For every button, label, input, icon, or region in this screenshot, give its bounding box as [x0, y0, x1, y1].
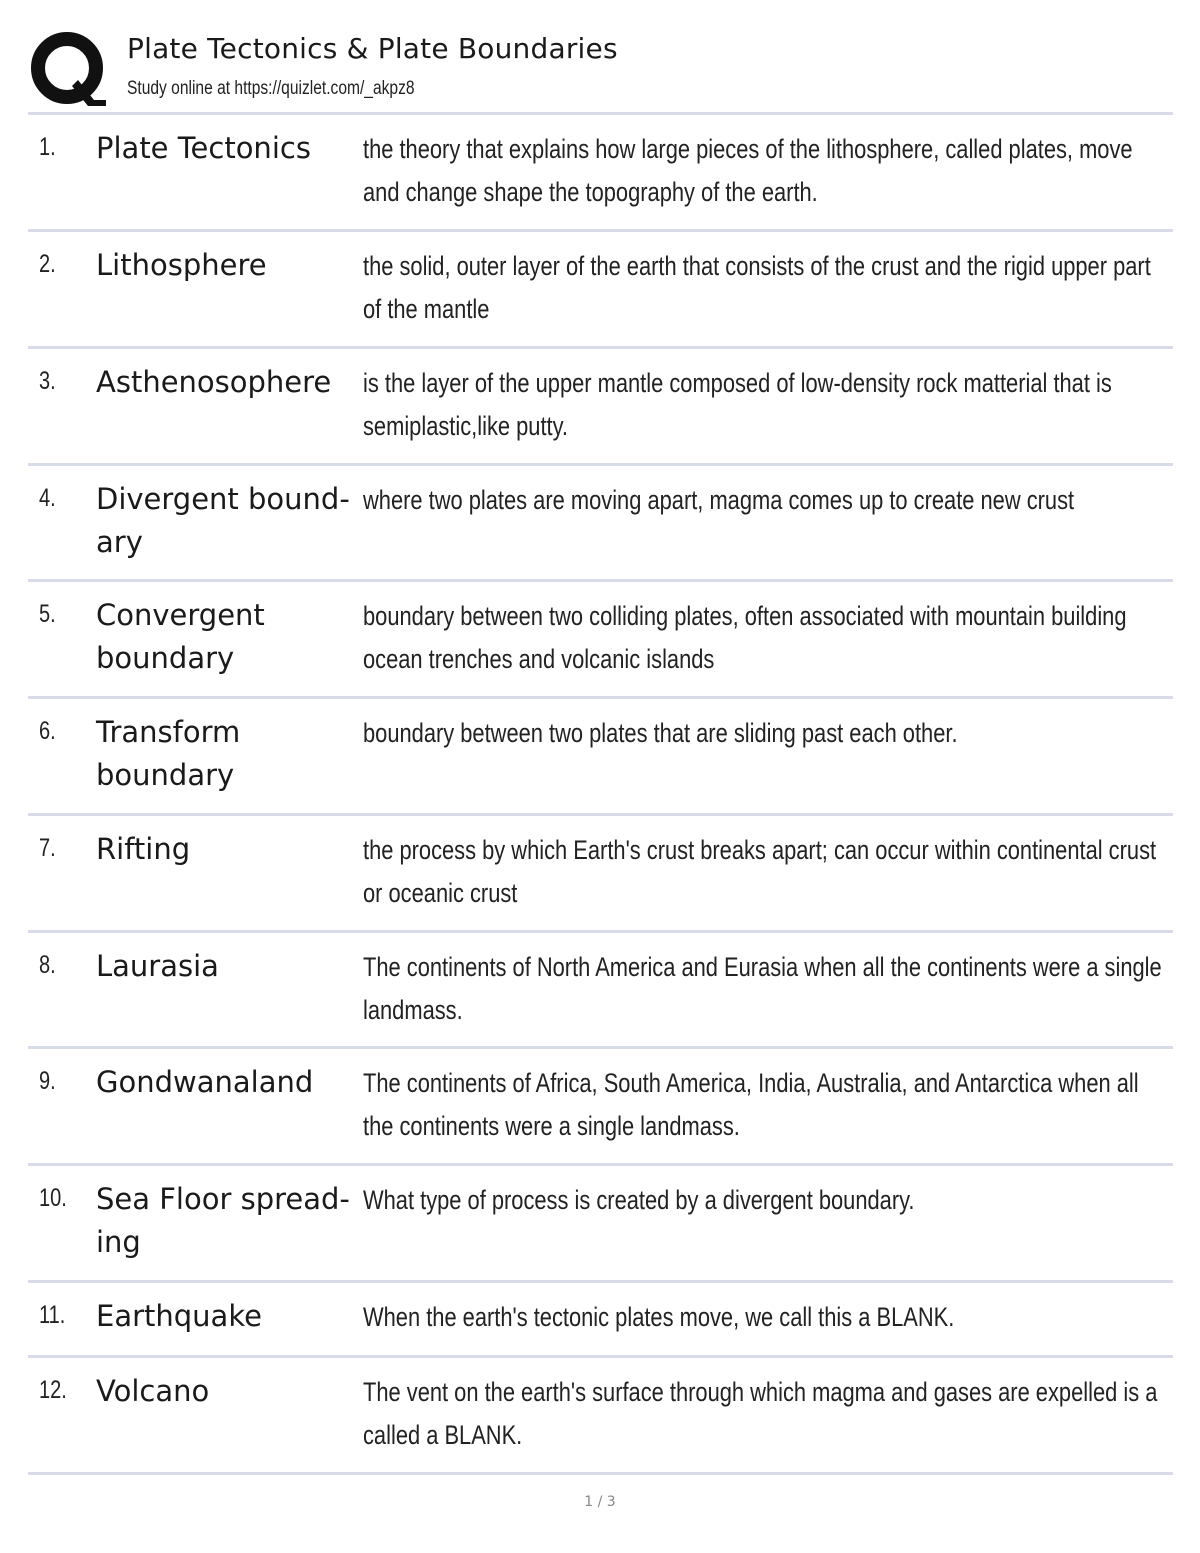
flashcard-row [28, 1358, 1173, 1475]
card-definition: boundary between two colliding plates, often associated with mountain building ocean trenches and volcanic islands [363, 601, 1127, 674]
card-definition: the theory that explains how large pieces of the lithosphere, called plates, move and change shape the topography of the earth. [363, 134, 1133, 207]
card-number: 4. [39, 484, 56, 512]
card-number: 8. [39, 951, 56, 979]
flashcard-row [28, 466, 1173, 582]
flashcard-row [28, 582, 1173, 699]
row-divider [28, 1472, 1173, 1475]
card-number: 12. [39, 1376, 67, 1404]
page-title: Plate Tectonics & Plate Boundaries [127, 32, 618, 65]
card-term: Rifting [96, 832, 191, 866]
flashcard-row [28, 816, 1173, 933]
flashcard-row [28, 933, 1173, 1049]
card-term: Asthenosophere [96, 365, 332, 399]
card-definition: The vent on the earth's surface through which magma and gases are expelled is a called a BLANK. [363, 1377, 1158, 1450]
card-number: 10. [39, 1184, 67, 1212]
flashcard-row [28, 1166, 1173, 1283]
card-term: Convergent boundary [96, 598, 265, 675]
card-number: 7. [39, 834, 56, 862]
flashcard-row [28, 115, 1173, 232]
card-term: Laurasia [96, 949, 219, 983]
page-number: 1 / 3 [584, 1494, 616, 1510]
card-term: Earthquake [96, 1299, 262, 1333]
card-number: 9. [39, 1067, 56, 1095]
card-definition: The continents of North America and Eurasia when all the continents were a single landmass. [363, 952, 1162, 1025]
card-number: 5. [39, 600, 56, 628]
card-term: Plate Tectonics [96, 131, 311, 165]
card-number: 1. [39, 133, 56, 161]
quizlet-logo-icon [30, 30, 108, 108]
card-definition: The continents of Africa, South America, India, Australia, and Antarctica when all the continents were a single landmass. [363, 1068, 1139, 1141]
card-definition: the process by which Earth's crust breaks apart; can occur within continental crust or oceanic crust [363, 835, 1157, 908]
card-number: 11. [39, 1301, 66, 1329]
card-term: Divergent bound- ary [96, 482, 350, 559]
card-number: 2. [39, 250, 56, 278]
card-definition: the solid, outer layer of the earth that consists of the crust and the rigid upper part of the mantle [363, 251, 1151, 324]
card-definition: What type of process is created by a divergent boundary. [363, 1185, 915, 1215]
card-term: Gondwanaland [96, 1065, 314, 1099]
card-term: Transform boundary [96, 715, 241, 792]
card-number: 6. [39, 717, 56, 745]
card-term: Volcano [96, 1374, 210, 1408]
flashcard-row [28, 1049, 1173, 1166]
flashcard-row [28, 232, 1173, 349]
card-definition: When the earth's tectonic plates move, we call this a BLANK. [363, 1302, 955, 1332]
card-number: 3. [39, 367, 56, 395]
study-online-link[interactable]: Study online at https://quizlet.com/_akpz8 [127, 78, 415, 99]
flashcard-row [28, 699, 1173, 816]
card-term: Lithosphere [96, 248, 267, 282]
card-definition: is the layer of the upper mantle composed of low-density rock matterial that is semiplastic,like putty. [363, 368, 1112, 441]
card-definition: where two plates are moving apart, magma comes up to create new crust [363, 485, 1075, 515]
flashcard-row [28, 1283, 1173, 1358]
flashcard-row [28, 349, 1173, 466]
page-header [30, 28, 1172, 112]
card-definition: boundary between two plates that are sliding past each other. [363, 718, 958, 748]
card-term: Sea Floor spread- ing [96, 1182, 350, 1259]
